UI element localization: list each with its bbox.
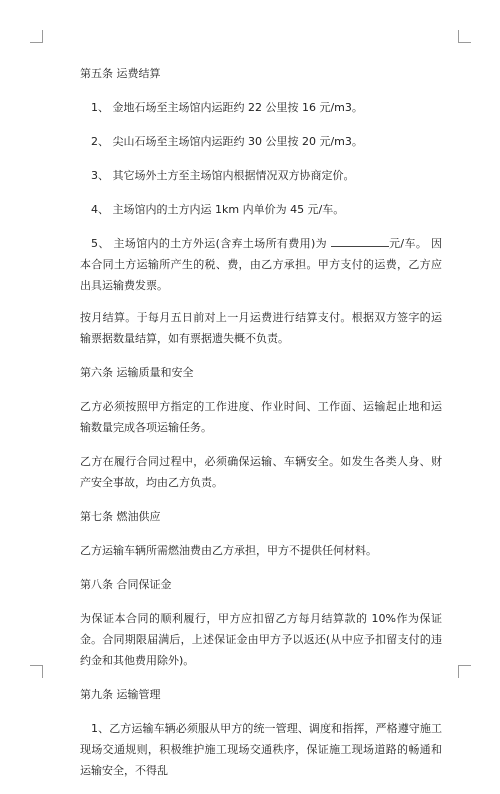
section-5-item-1: 1、 金地石场至主场馆内运距约 22 公里按 16 元/m3。 — [91, 101, 363, 114]
section-5-heading: 第五条 运费结算 — [80, 67, 161, 80]
section-8-paragraph-1: 为保证本合同的顺利履行，甲方应扣留乙方每月结算款的 10%作为保证金。合同期限届满后，上述保证金由甲方予以返还(从中应予扣留支付的违约金和其他费用除外)。 — [80, 612, 442, 667]
crop-mark-bottom-right — [458, 665, 471, 678]
section-6-heading: 第六条 运输质量和安全 — [80, 366, 194, 379]
section-6-paragraph-1: 乙方必须按照甲方指定的工作进度、作业时间、工作面、运输起止地和运输数量完成各项运输任务。 — [80, 400, 442, 434]
section-6-paragraph-2: 乙方在履行合同过程中，必须确保运输、车辆安全。如发生各类人身、财产安全事故，均由乙方负责。 — [80, 455, 442, 489]
section-5-item-3: 3、 其它场外土方至主场馆内根据情况双方协商定价。 — [91, 169, 355, 182]
section-7-heading: 第七条 燃油供应 — [80, 510, 161, 523]
section-9-heading: 第九条 运输管理 — [80, 688, 161, 701]
crop-mark-top-right — [458, 30, 471, 43]
section-8-heading: 第八条 合同保证金 — [80, 578, 172, 591]
section-5-item-4: 4、 主场馆内的土方内运 1km 内单价为 45 元/车。 — [91, 203, 345, 216]
section-5-monthly-settlement: 按月结算。于每月五日前对上一月运费进行结算支付。根据双方签字的运输票据数量结算，如有票据遗失概不负责。 — [80, 311, 442, 345]
section-5-item-2: 2、 尖山石场至主场馆内运距约 30 公里按 20 元/m3。 — [91, 135, 363, 148]
crop-mark-top-left — [30, 30, 43, 43]
crop-mark-bottom-left — [30, 665, 43, 678]
document-page — [80, 63, 442, 794]
fill-in-blank — [331, 235, 389, 247]
section-5-item-5 — [80, 233, 442, 296]
section-9-paragraph-1: 1、乙方运输车辆必须服从甲方的统一管理、调度和指挥，严格遵守施工现场交通规则，积极维护施工现场交通秩序，保证施工现场道路的畅通和运输安全，不得乱 — [80, 722, 442, 777]
section-5-item-5-lead: 5、 主场馆内的土方外运(含弃土场所有费用)为 — [91, 237, 331, 250]
section-5-item-5-tail: 元/车。 因本合同土方运输所产生的税、费，由乙方承担。甲方支付的运费，乙方应出具运输费发票。 — [80, 237, 442, 292]
section-7-paragraph-1: 乙方运输车辆所需燃油费由乙方承担，甲方不提供任何材料。 — [80, 544, 377, 557]
